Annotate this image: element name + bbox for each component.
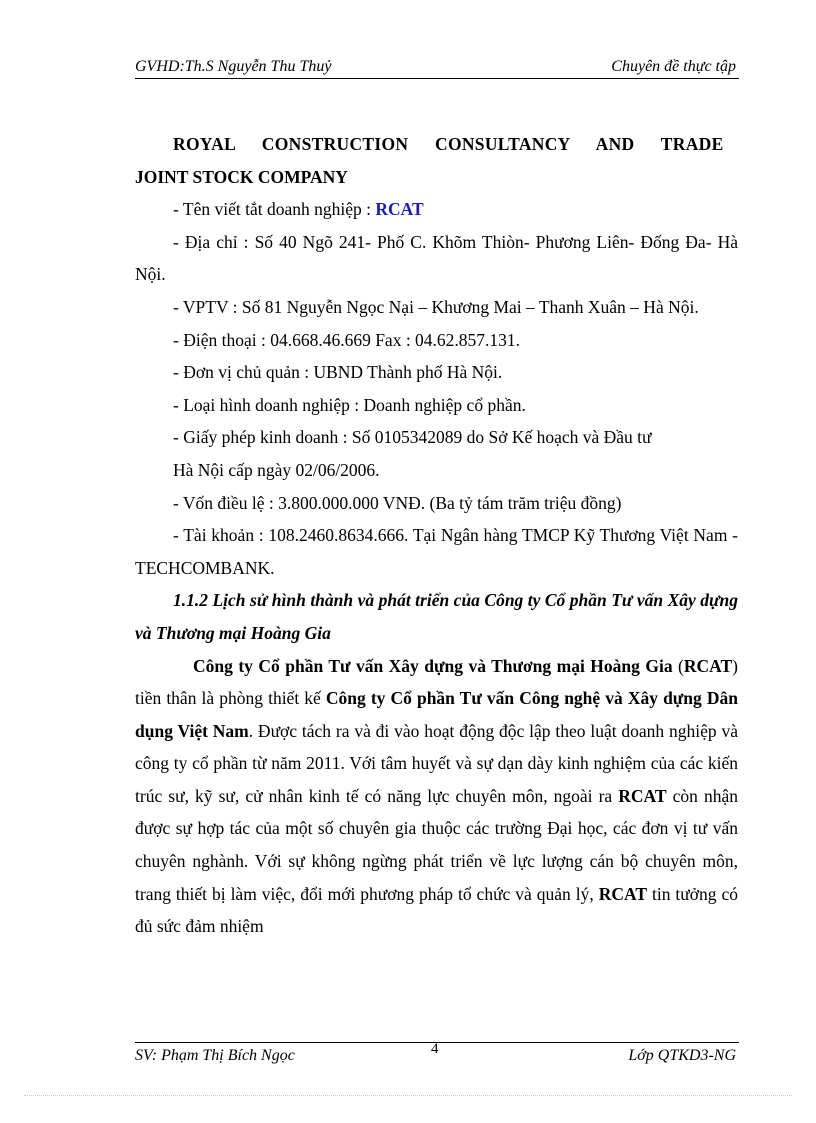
capital-line: - Vốn điều lệ : 3.800.000.000 VNĐ. (Ba tỷ tám trăm triệu đồng) [173, 492, 622, 513]
rcat-mention-3: RCAT [598, 883, 648, 904]
header-supervisor: GVHD:Th.S Nguyễn Thu Thuỷ [135, 58, 332, 75]
parent-company-name: Công ty Cổ phần Tư vấn Công nghệ và Xây dựng Dân dụng Việt Nam [135, 688, 738, 741]
license-line1: - Giấy phép kinh doanh : Số 0105342089 do Sở Kế hoạch và Đầu tư [173, 427, 652, 448]
office-line: - VPTV : Số 81 Nguyễn Ngọc Nại – Khương Mai – Thanh Xuân – Hà Nội. [173, 296, 699, 317]
phone-line: - Điện thoại : 04.668.46.669 Fax : 04.62.857.131. [173, 329, 521, 350]
company-full-name: Công ty Cổ phần Tư vấn Xây dựng và Thương mại Hoàng Gia [193, 655, 673, 676]
header-document-type: Chuyên đề thực tập [611, 58, 736, 75]
company-name-line1: ROYAL CONSTRUCTION CONSULTANCY AND TRADE [173, 134, 724, 154]
paragraph-text-1: ) tiền thân là phòng thiết kế [135, 655, 738, 709]
abbreviation-line [135, 193, 738, 226]
rcat-mention-1: RCAT [683, 655, 733, 676]
page-header [135, 56, 739, 79]
rcat-mention-2: RCAT [618, 785, 667, 806]
company-name-line2: JOINT STOCK COMPANY [135, 166, 348, 187]
footer-student: SV: Phạm Thị Bích Ngọc [135, 1047, 295, 1064]
abbreviation-label: - Tên viết tắt doanh nghiệp : [173, 199, 376, 220]
paragraph-text-4: tin tưởng có đủ sức đảm nhiệm [135, 883, 739, 937]
paren-open: ( [678, 655, 684, 676]
abbreviation-value: RCAT [375, 199, 424, 220]
section-heading: 1.1.2 Lịch sử hình thành và phát triển của Công ty Cổ phần Tư vấn Xây dựng và Thương mại Hoàng Gia [135, 590, 738, 643]
page-body [135, 128, 738, 943]
paragraph-text-2: . Được tách ra và đi vào hoạt động độc lập theo luật doanh nghiệp và công ty cổ phần từ năm 2011. Với tâm huyết và sự dạn dày kinh nghiệm của các kiến trúc sư, kỹ sư, cử nhân kinh tế có năng lực chuyên môn, ngoài ra [135, 720, 738, 806]
license-line2: Hà Nội cấp ngày 02/06/2006. [173, 459, 380, 480]
page-bottom-divider [24, 1095, 792, 1096]
page-number: 4 [431, 1041, 439, 1057]
address-line: - Địa chỉ : Số 40 Ngõ 241- Phố C. Khõm Thiòn- Phương Liên- Đống Đa- Hà Nội. [135, 231, 738, 285]
account-line: - Tài khoản : 108.2460.8634.666. Tại Ngân hàng TMCP Kỹ Thương Việt Nam - TECHCOMBANK. [135, 525, 738, 578]
page-footer [135, 1042, 739, 1069]
authority-line: - Đơn vị chủ quản : UBND Thành phố Hà Nội. [173, 362, 503, 383]
paragraph-text-3: còn nhận được sự hợp tác của một số chuyên gia thuộc các trường Đại học, các đơn vị tư vấn chuyên nghành. Với sự không ngừng phát triển về lực lượng cán bộ chuyên môn, trang thiết bị làm việc, đổi mới phương pháp tổ chức và quản lý, [135, 785, 738, 904]
company-type-line: - Loại hình doanh nghiệp : Doanh nghiệp cổ phần. [173, 394, 526, 415]
history-paragraph [135, 650, 738, 943]
footer-class: Lớp QTKD3-NG [628, 1047, 736, 1064]
